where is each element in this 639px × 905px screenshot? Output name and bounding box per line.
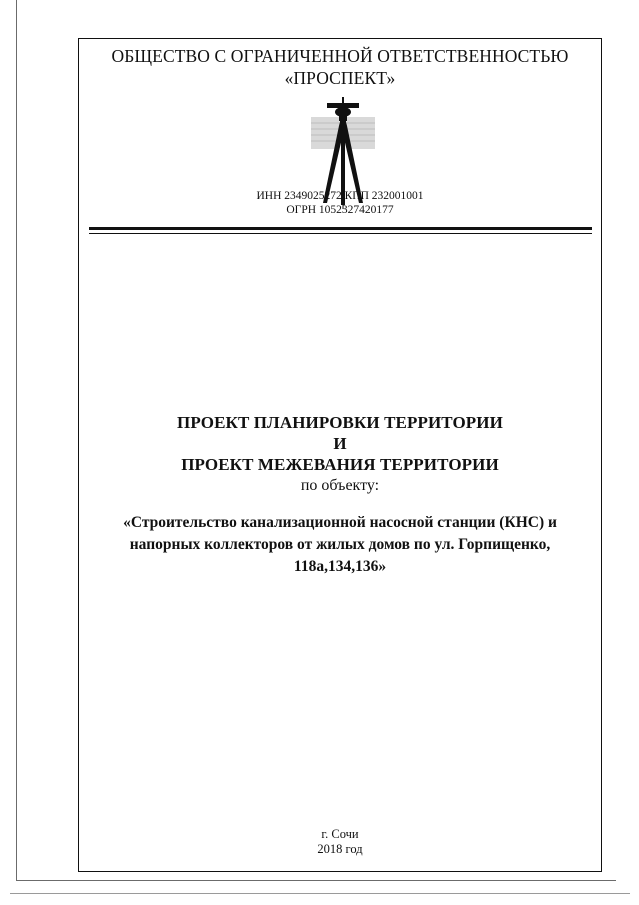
ogrn: ОГРН 1052327420177 (286, 204, 394, 216)
header-rule-thin (89, 233, 592, 234)
scan-edge-bottom-outer (10, 893, 630, 894)
footer-year: 2018 год (317, 842, 363, 856)
title-subtitle: по объекту: (300, 477, 380, 494)
title-line3: ПРОЕКТ МЕЖЕВАНИЯ ТЕРРИТОРИИ (181, 455, 499, 474)
org-name-line1: ОБЩЕСТВО С ОГРАНИЧЕННОЙ ОТВЕТСТВЕННОСТЬЮ (111, 46, 569, 66)
footer-city: г. Сочи (321, 827, 359, 841)
scan-edge-bottom (16, 880, 616, 881)
header-rule-thick (89, 227, 592, 230)
object-line3: 118а,134,136» (293, 558, 387, 575)
scan-edge-left (16, 0, 17, 880)
page-frame (78, 38, 602, 872)
object-line2: напорных коллекторов от жилых домов по ул. Горпищенко, (129, 536, 551, 553)
title-line2: И (333, 434, 347, 453)
object-line1: «Строительство канализационной насосной станции (КНС) и (123, 514, 557, 531)
inn-kpp: ИНН 2349025272 КПП 232001001 (256, 190, 424, 202)
title-line1: ПРОЕКТ ПЛАНИРОВКИ ТЕРРИТОРИИ (177, 413, 503, 432)
org-name-line2: «ПРОСПЕКТ» (284, 68, 396, 88)
